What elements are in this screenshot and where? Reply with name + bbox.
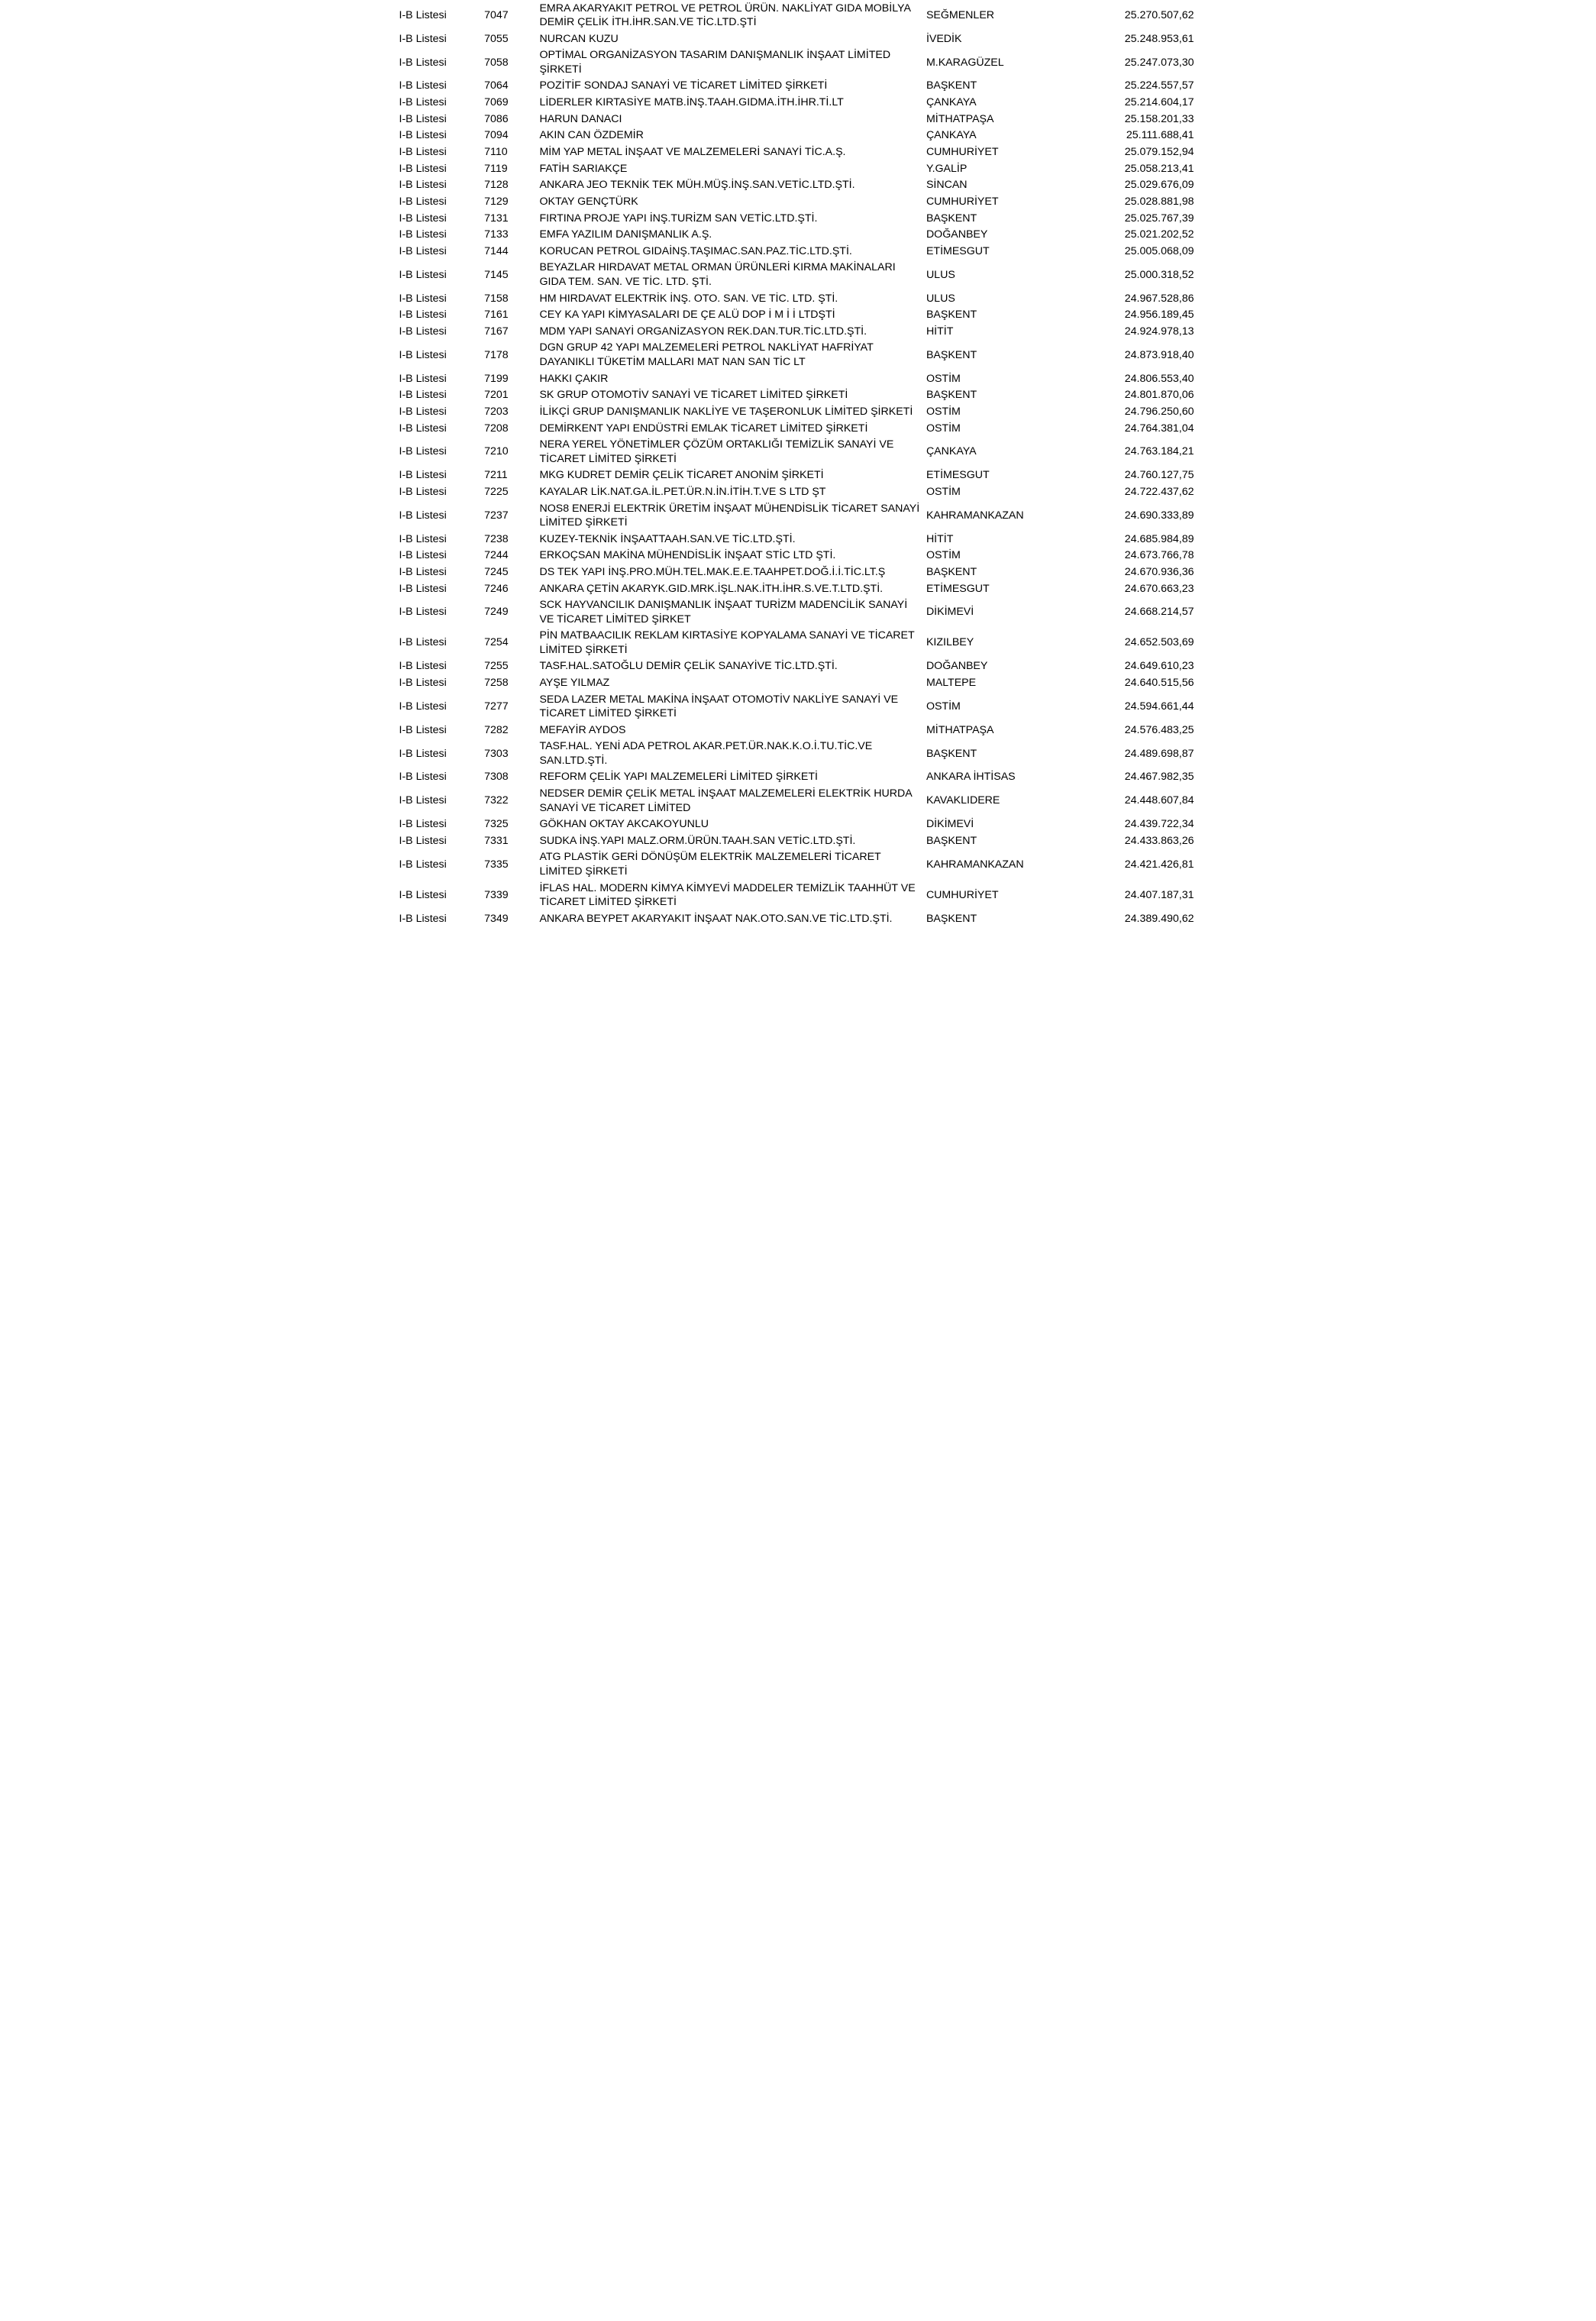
list-type-cell: I-B Listesi xyxy=(399,818,447,831)
table-row xyxy=(399,420,1197,437)
record-id-cell: 7110 xyxy=(484,145,508,158)
record-id-cell: 7158 xyxy=(484,292,509,305)
debt-amount-cell: 24.806.553,40 xyxy=(1124,372,1194,385)
table-row xyxy=(399,403,1197,420)
taxpayer-name-cell: EMFA YAZILIM DANIŞMANLIK A.Ş. xyxy=(539,228,712,241)
record-id-cell: 7129 xyxy=(484,195,509,208)
debt-amount-cell: 24.722.437,62 xyxy=(1124,485,1194,498)
table-row xyxy=(399,832,1197,849)
tax-office-cell: HİTİT xyxy=(926,325,954,338)
record-id-cell: 7119 xyxy=(484,162,508,175)
table-row xyxy=(399,628,1197,658)
tax-office-cell: DOĞANBEY xyxy=(926,660,988,673)
table-row xyxy=(399,177,1197,194)
table-row xyxy=(399,597,1197,628)
list-type-cell: I-B Listesi xyxy=(399,292,447,305)
debt-amount-cell: 25.025.767,39 xyxy=(1124,212,1194,225)
record-id-cell: 7246 xyxy=(484,582,509,595)
debt-amount-cell: 25.079.152,94 xyxy=(1124,145,1194,158)
debt-amount-cell: 24.389.490,62 xyxy=(1124,912,1194,925)
debt-amount-cell: 24.685.984,89 xyxy=(1124,532,1194,545)
record-id-cell: 7303 xyxy=(484,747,509,760)
debt-amount-cell: 24.489.698,87 xyxy=(1124,747,1194,760)
table-row xyxy=(399,323,1197,340)
taxpayer-name-cell: NOS8 ENERJİ ELEKTRİK ÜRETİM İNŞAAT MÜHENDİSLİK TİCARET SANAYİ LİMİTED ŞİRKETİ xyxy=(539,502,920,529)
record-id-cell: 7238 xyxy=(484,532,509,545)
taxpayer-name-cell: İLİKÇİ GRUP DANIŞMANLIK NAKLİYE VE TAŞERONLUK LİMİTED ŞİRKETİ xyxy=(539,405,913,418)
debt-amount-cell: 24.649.610,23 xyxy=(1124,660,1194,673)
record-id-cell: 7255 xyxy=(484,660,509,673)
table-row xyxy=(399,910,1197,927)
record-id-cell: 7237 xyxy=(484,509,509,522)
list-type-cell: I-B Listesi xyxy=(399,405,447,418)
table-row xyxy=(399,580,1197,597)
record-id-cell: 7249 xyxy=(484,606,509,619)
table-row xyxy=(399,78,1197,95)
debt-amount-cell: 24.668.214,57 xyxy=(1124,606,1194,619)
table-row xyxy=(399,160,1197,177)
record-id-cell: 7254 xyxy=(484,636,509,649)
table-row xyxy=(399,227,1197,244)
tax-office-cell: OSTİM xyxy=(926,422,961,435)
debt-amount-cell: 24.421.426,81 xyxy=(1124,858,1194,871)
record-id-cell: 7211 xyxy=(484,469,508,482)
tax-office-cell: BAŞKENT xyxy=(926,212,977,225)
taxpayer-name-cell: ANKARA ÇETİN AKARYK.GID.MRK.İŞL.NAK.İTH.İHR.S.VE.T.LTD.ŞTİ. xyxy=(539,582,884,595)
taxpayer-name-cell: MİM YAP METAL İNŞAAT VE MALZEMELERİ SANAYİ TİC.A.Ş. xyxy=(539,145,846,158)
tax-office-cell: ETİMESGUT xyxy=(926,582,990,595)
table-row xyxy=(399,31,1197,47)
record-id-cell: 7047 xyxy=(484,8,509,21)
tax-office-cell: DİKİMEVİ xyxy=(926,818,974,831)
record-id-cell: 7210 xyxy=(484,445,509,458)
taxpayer-name-cell: OPTİMAL ORGANİZASYON TASARIM DANIŞMANLIK İNŞAAT LİMİTED ŞİRKETİ xyxy=(539,49,891,76)
record-id-cell: 7064 xyxy=(484,79,509,92)
list-type-cell: I-B Listesi xyxy=(399,129,447,142)
taxpayer-name-cell: TASF.HAL. YENİ ADA PETROL AKAR.PET.ÜR.NAK.K.O.İ.TU.TİC.VE SAN.LTD.ŞTİ. xyxy=(539,740,873,767)
debt-amount-cell: 24.796.250,60 xyxy=(1124,405,1194,418)
record-id-cell: 7055 xyxy=(484,32,509,45)
taxpayer-name-cell: DEMİRKENT YAPI ENDÜSTRİ EMLAK TİCARET LİMİTED ŞİRKETİ xyxy=(539,422,868,435)
record-id-cell: 7244 xyxy=(484,549,509,562)
debt-amount-cell: 24.760.127,75 xyxy=(1124,469,1194,482)
tax-office-cell: BAŞKENT xyxy=(926,912,977,925)
list-type-cell: I-B Listesi xyxy=(399,660,447,673)
tax-office-cell: DİKİMEVİ xyxy=(926,606,974,619)
tax-office-cell: SEĞMENLER xyxy=(926,8,995,21)
tax-office-cell: OSTİM xyxy=(926,485,961,498)
taxpayer-name-cell: NURCAN KUZU xyxy=(539,32,619,45)
taxpayer-name-cell: POZİTİF SONDAJ SANAYİ VE TİCARET LİMİTED ŞİRKETİ xyxy=(539,79,828,92)
list-type-cell: I-B Listesi xyxy=(399,834,447,847)
record-id-cell: 7282 xyxy=(484,723,509,736)
debt-amount-cell: 24.801.870,06 xyxy=(1124,389,1194,402)
tax-office-cell: KAHRAMANKAZAN xyxy=(926,858,1024,871)
list-type-cell: I-B Listesi xyxy=(399,32,447,45)
tax-office-cell: Y.GALİP xyxy=(926,162,968,175)
taxpayer-name-cell: HM HIRDAVAT ELEKTRİK İNŞ. OTO. SAN. VE TİC. LTD. ŞTİ. xyxy=(539,292,838,305)
record-id-cell: 7308 xyxy=(484,771,509,784)
debt-amount-cell: 24.956.189,45 xyxy=(1124,309,1194,322)
tax-office-cell: ETİMESGUT xyxy=(926,244,990,257)
table-row xyxy=(399,0,1197,31)
list-type-cell: I-B Listesi xyxy=(399,858,447,871)
table-row xyxy=(399,243,1197,260)
debt-amount-cell: 25.111.688,41 xyxy=(1126,129,1194,142)
tax-office-cell: KAVAKLIDERE xyxy=(926,794,1000,807)
list-type-cell: I-B Listesi xyxy=(399,179,447,192)
debt-amount-cell: 25.247.073,30 xyxy=(1124,56,1194,69)
table-row xyxy=(399,769,1197,786)
tax-office-cell: ETİMESGUT xyxy=(926,469,990,482)
taxpayer-name-cell: GÖKHAN OKTAY AKCAKOYUNLU xyxy=(539,818,709,831)
debt-amount-cell: 24.924.978,13 xyxy=(1124,325,1194,338)
tax-office-cell: MİTHATPAŞA xyxy=(926,112,994,125)
debt-amount-cell: 25.214.604,17 xyxy=(1124,96,1194,109)
table-row xyxy=(399,722,1197,739)
record-id-cell: 7094 xyxy=(484,129,509,142)
table-row xyxy=(399,691,1197,722)
record-id-cell: 7144 xyxy=(484,244,509,257)
taxpayer-name-cell: ANKARA BEYPET AKARYAKIT İNŞAAT NAK.OTO.SAN.VE TİC.LTD.ŞTİ. xyxy=(539,912,893,925)
tax-office-cell: İVEDİK xyxy=(926,32,962,45)
debt-amount-cell: 24.467.982,35 xyxy=(1124,771,1194,784)
debt-amount-cell: 25.270.507,62 xyxy=(1124,8,1194,21)
tax-office-cell: BAŞKENT xyxy=(926,389,977,402)
table-row xyxy=(399,548,1197,564)
table-row xyxy=(399,739,1197,769)
list-type-cell: I-B Listesi xyxy=(399,112,447,125)
table-row xyxy=(399,816,1197,833)
list-type-cell: I-B Listesi xyxy=(399,723,447,736)
list-type-cell: I-B Listesi xyxy=(399,212,447,225)
list-type-cell: I-B Listesi xyxy=(399,485,447,498)
table-row xyxy=(399,500,1197,531)
list-type-cell: I-B Listesi xyxy=(399,96,447,109)
list-type-cell: I-B Listesi xyxy=(399,389,447,402)
record-id-cell: 7058 xyxy=(484,56,509,69)
table-row xyxy=(399,387,1197,404)
debt-amount-cell: 24.670.663,23 xyxy=(1124,582,1194,595)
table-row xyxy=(399,658,1197,675)
list-type-cell: I-B Listesi xyxy=(399,747,447,760)
debt-amount-cell: 24.673.766,78 xyxy=(1124,549,1194,562)
taxpayer-name-cell: EMRA AKARYAKIT PETROL VE PETROL ÜRÜN. NAKLİYAT GIDA MOBİLYA DEMİR ÇELİK İTH.İHR.SAN.VE TİC.LTD.ŞTİ xyxy=(539,2,911,29)
taxpayer-name-cell: DGN GRUP 42 YAPI MALZEMELERİ PETROL NAKLİYAT HAFRİYAT DAYANIKLI TÜKETİM MALLARI MAT NAN SAN TİC LT xyxy=(539,341,874,368)
taxpayer-name-cell: KAYALAR LİK.NAT.GA.İL.PET.ÜR.N.İN.İTİH.T.VE S LTD ŞT xyxy=(539,485,826,498)
debt-amount-cell: 24.670.936,36 xyxy=(1124,565,1194,578)
debt-amount-cell: 24.594.661,44 xyxy=(1124,700,1194,713)
debt-amount-cell: 25.248.953,61 xyxy=(1124,32,1194,45)
tax-office-cell: ULUS xyxy=(926,292,955,305)
table-row xyxy=(399,370,1197,387)
list-type-cell: I-B Listesi xyxy=(399,565,447,578)
record-id-cell: 7335 xyxy=(484,858,509,871)
record-id-cell: 7258 xyxy=(484,677,509,689)
tax-office-cell: ULUS xyxy=(926,268,955,281)
record-id-cell: 7167 xyxy=(484,325,509,338)
tax-office-cell: SİNCAN xyxy=(926,179,968,192)
list-type-cell: I-B Listesi xyxy=(399,162,447,175)
taxpayer-name-cell: SUDKA İNŞ.YAPI MALZ.ORM.ÜRÜN.TAAH.SAN VETİC.LTD.ŞTİ. xyxy=(539,834,856,847)
tax-office-cell: KIZILBEY xyxy=(926,636,974,649)
list-type-cell: I-B Listesi xyxy=(399,509,447,522)
list-type-cell: I-B Listesi xyxy=(399,195,447,208)
record-id-cell: 7245 xyxy=(484,565,509,578)
table-row xyxy=(399,340,1197,370)
table-row xyxy=(399,290,1197,307)
table-row xyxy=(399,47,1197,78)
tax-office-cell: OSTİM xyxy=(926,405,961,418)
record-id-cell: 7128 xyxy=(484,179,509,192)
tax-office-cell: M.KARAGÜZEL xyxy=(926,56,1004,69)
taxpayer-name-cell: FATİH SARIAKÇE xyxy=(539,162,628,175)
taxpayer-name-cell: AYŞE YILMAZ xyxy=(539,677,610,689)
record-id-cell: 7349 xyxy=(484,912,509,925)
taxpayer-name-cell: HARUN DANACI xyxy=(539,112,622,125)
record-id-cell: 7131 xyxy=(484,212,509,225)
table-body xyxy=(399,0,1197,927)
table-row xyxy=(399,260,1197,290)
tax-office-cell: OSTİM xyxy=(926,372,961,385)
table-row xyxy=(399,786,1197,816)
list-type-cell: I-B Listesi xyxy=(399,549,447,562)
list-type-cell: I-B Listesi xyxy=(399,469,447,482)
list-type-cell: I-B Listesi xyxy=(399,636,447,649)
tax-office-cell: MALTEPE xyxy=(926,677,977,689)
taxpayer-name-cell: MDM YAPI SANAYİ ORGANİZASYON REK.DAN.TUR.TİC.LTD.ŞTİ. xyxy=(539,325,867,338)
list-type-cell: I-B Listesi xyxy=(399,912,447,925)
tax-office-cell: HİTİT xyxy=(926,532,954,545)
record-id-cell: 7145 xyxy=(484,268,509,281)
list-type-cell: I-B Listesi xyxy=(399,8,447,21)
record-id-cell: 7203 xyxy=(484,405,509,418)
table-row xyxy=(399,483,1197,500)
list-type-cell: I-B Listesi xyxy=(399,325,447,338)
taxpayer-name-cell: MKG KUDRET DEMİR ÇELİK TİCARET ANONİM ŞİRKETİ xyxy=(539,469,824,482)
tax-office-cell: ÇANKAYA xyxy=(926,96,977,109)
list-type-cell: I-B Listesi xyxy=(399,532,447,545)
record-id-cell: 7201 xyxy=(484,389,509,402)
tax-office-cell: KAHRAMANKAZAN xyxy=(926,509,1024,522)
tax-office-cell: CUMHURİYET xyxy=(926,145,999,158)
record-id-cell: 7069 xyxy=(484,96,509,109)
debt-amount-cell: 24.439.722,34 xyxy=(1124,818,1194,831)
record-id-cell: 7225 xyxy=(484,485,509,498)
list-type-cell: I-B Listesi xyxy=(399,268,447,281)
table-row xyxy=(399,111,1197,128)
table-row xyxy=(399,144,1197,160)
taxpayer-name-cell: ATG PLASTİK GERİ DÖNÜŞÜM ELEKTRİK MALZEMELERİ TİCARET LİMİTED ŞİRKETİ xyxy=(539,851,881,878)
taxpayer-name-cell: LİDERLER KIRTASİYE MATB.İNŞ.TAAH.GIDMA.İTH.İHR.Tİ.LT xyxy=(539,96,844,109)
list-type-cell: I-B Listesi xyxy=(399,372,447,385)
debt-amount-cell: 25.000.318,52 xyxy=(1124,268,1194,281)
tax-office-cell: BAŞKENT xyxy=(926,565,977,578)
list-type-cell: I-B Listesi xyxy=(399,244,447,257)
taxpayer-name-cell: ANKARA JEO TEKNİK TEK MÜH.MÜŞ.İNŞ.SAN.VETİC.LTD.ŞTİ. xyxy=(539,179,855,192)
record-id-cell: 7199 xyxy=(484,372,509,385)
table-row xyxy=(399,128,1197,144)
tax-office-cell: ÇANKAYA xyxy=(926,445,977,458)
tax-debtors-table xyxy=(399,0,1197,927)
document-page xyxy=(399,0,1197,1161)
debt-amount-cell: 24.652.503,69 xyxy=(1124,636,1194,649)
record-id-cell: 7325 xyxy=(484,818,509,831)
debt-amount-cell: 25.005.068,09 xyxy=(1124,244,1194,257)
list-type-cell: I-B Listesi xyxy=(399,145,447,158)
tax-office-cell: ÇANKAYA xyxy=(926,129,977,142)
tax-office-cell: BAŞKENT xyxy=(926,834,977,847)
debt-amount-cell: 25.224.557,57 xyxy=(1124,79,1194,92)
tax-office-cell: CUMHURİYET xyxy=(926,888,999,901)
record-id-cell: 7178 xyxy=(484,348,509,361)
taxpayer-name-cell: SCK HAYVANCILIK DANIŞMANLIK İNŞAAT TURİZM MADENCİLİK SANAYİ VE TİCARET LİMİTED ŞİRKET xyxy=(539,599,908,626)
record-id-cell: 7086 xyxy=(484,112,509,125)
table-row xyxy=(399,880,1197,910)
debt-amount-cell: 25.021.202,52 xyxy=(1124,228,1194,241)
tax-office-cell: DOĞANBEY xyxy=(926,228,988,241)
debt-amount-cell: 24.448.607,84 xyxy=(1124,794,1194,807)
taxpayer-name-cell: KORUCAN PETROL GIDAİNŞ.TAŞIMAC.SAN.PAZ.TİC.LTD.ŞTİ. xyxy=(539,244,852,257)
table-row xyxy=(399,307,1197,324)
taxpayer-name-cell: REFORM ÇELİK YAPI MALZEMELERİ LİMİTED ŞİRKETİ xyxy=(539,771,818,784)
list-type-cell: I-B Listesi xyxy=(399,309,447,322)
list-type-cell: I-B Listesi xyxy=(399,794,447,807)
debt-amount-cell: 24.576.483,25 xyxy=(1124,723,1194,736)
debt-amount-cell: 25.029.676,09 xyxy=(1124,179,1194,192)
debt-amount-cell: 24.433.863,26 xyxy=(1124,834,1194,847)
taxpayer-name-cell: FIRTINA PROJE YAPI İNŞ.TURİZM SAN VETİC.LTD.ŞTİ. xyxy=(539,212,818,225)
taxpayer-name-cell: SK GRUP OTOMOTİV SANAYİ VE TİCARET LİMİTED ŞİRKETİ xyxy=(539,389,848,402)
table-row xyxy=(399,674,1197,691)
list-type-cell: I-B Listesi xyxy=(399,582,447,595)
tax-office-cell: OSTİM xyxy=(926,549,961,562)
table-row xyxy=(399,94,1197,111)
taxpayer-name-cell: AKIN CAN ÖZDEMİR xyxy=(539,129,644,142)
tax-office-cell: BAŞKENT xyxy=(926,348,977,361)
debt-amount-cell: 25.028.881,98 xyxy=(1124,195,1194,208)
table-row xyxy=(399,467,1197,484)
list-type-cell: I-B Listesi xyxy=(399,56,447,69)
tax-office-cell: CUMHURİYET xyxy=(926,195,999,208)
record-id-cell: 7208 xyxy=(484,422,509,435)
debt-amount-cell: 25.058.213,41 xyxy=(1124,162,1194,175)
list-type-cell: I-B Listesi xyxy=(399,606,447,619)
table-row xyxy=(399,531,1197,548)
list-type-cell: I-B Listesi xyxy=(399,677,447,689)
table-row xyxy=(399,193,1197,210)
table-row xyxy=(399,564,1197,580)
tax-office-cell: BAŞKENT xyxy=(926,79,977,92)
tax-office-cell: BAŞKENT xyxy=(926,309,977,322)
record-id-cell: 7339 xyxy=(484,888,509,901)
debt-amount-cell: 24.873.918,40 xyxy=(1124,348,1194,361)
taxpayer-name-cell: TASF.HAL.SATOĞLU DEMİR ÇELİK SANAYİVE TİC.LTD.ŞTİ. xyxy=(539,660,838,673)
table-row xyxy=(399,210,1197,227)
tax-office-cell: ANKARA İHTİSAS xyxy=(926,771,1016,784)
taxpayer-name-cell: NEDSER DEMİR ÇELİK METAL İNŞAAT MALZEMELERİ ELEKTRİK HURDA SANAYİ VE TİCARET LİMİTED xyxy=(539,787,912,814)
tax-office-cell: BAŞKENT xyxy=(926,747,977,760)
taxpayer-name-cell: DS TEK YAPI İNŞ.PRO.MÜH.TEL.MAK.E.E.TAAHPET.DOĞ.İ.İ.TİC.LT.Ş xyxy=(539,565,886,578)
taxpayer-name-cell: SEDA LAZER METAL MAKİNA İNŞAAT OTOMOTİV NAKLİYE SANAYİ VE TİCARET LİMİTED ŞİRKETİ xyxy=(539,693,899,720)
debt-amount-cell: 24.967.528,86 xyxy=(1124,292,1194,305)
record-id-cell: 7277 xyxy=(484,700,509,713)
tax-office-cell: MİTHATPAŞA xyxy=(926,723,994,736)
list-type-cell: I-B Listesi xyxy=(399,79,447,92)
taxpayer-name-cell: ERKOÇSAN MAKİNA MÜHENDİSLİK İNŞAAT STİC LTD ŞTİ. xyxy=(539,549,836,562)
debt-amount-cell: 24.407.187,31 xyxy=(1124,888,1194,901)
list-type-cell: I-B Listesi xyxy=(399,228,447,241)
tax-office-cell: OSTİM xyxy=(926,700,961,713)
debt-amount-cell: 24.763.184,21 xyxy=(1124,445,1194,458)
taxpayer-name-cell: OKTAY GENÇTÜRK xyxy=(539,195,638,208)
list-type-cell: I-B Listesi xyxy=(399,771,447,784)
taxpayer-name-cell: NERA YEREL YÖNETİMLER ÇÖZÜM ORTAKLIĞI TEMİZLİK SANAYİ VE TİCARET LİMİTED ŞİRKETİ xyxy=(539,438,894,465)
debt-amount-cell: 24.690.333,89 xyxy=(1124,509,1194,522)
record-id-cell: 7133 xyxy=(484,228,509,241)
taxpayer-name-cell: CEY KA YAPI KİMYASALARI DE ÇE ALÜ DOP İ M İ İ LTDŞTİ xyxy=(539,309,835,322)
record-id-cell: 7161 xyxy=(484,309,509,322)
record-id-cell: 7331 xyxy=(484,834,509,847)
list-type-cell: I-B Listesi xyxy=(399,700,447,713)
record-id-cell: 7322 xyxy=(484,794,509,807)
list-type-cell: I-B Listesi xyxy=(399,888,447,901)
list-type-cell: I-B Listesi xyxy=(399,348,447,361)
table-row xyxy=(399,849,1197,880)
taxpayer-name-cell: İFLAS HAL. MODERN KİMYA KİMYEVİ MADDELER TEMİZLİK TAAHHÜT VE TİCARET LİMİTED ŞİRKETİ xyxy=(539,881,916,909)
list-type-cell: I-B Listesi xyxy=(399,422,447,435)
taxpayer-name-cell: PİN MATBAACILIK REKLAM KIRTASİYE KOPYALAMA SANAYİ VE TİCARET LİMİTED ŞİRKETİ xyxy=(539,629,915,656)
taxpayer-name-cell: BEYAZLAR HIRDAVAT METAL ORMAN ÜRÜNLERİ KIRMA MAKİNALARI GIDA TEM. SAN. VE TİC. LTD. ŞTİ. xyxy=(539,261,896,288)
debt-amount-cell: 24.640.515,56 xyxy=(1124,677,1194,689)
taxpayer-name-cell: MEFAYİR AYDOS xyxy=(539,723,626,736)
debt-amount-cell: 25.158.201,33 xyxy=(1124,112,1194,125)
taxpayer-name-cell: KUZEY-TEKNİK İNŞAATTAAH.SAN.VE TİC.LTD.ŞTİ. xyxy=(539,532,796,545)
list-type-cell: I-B Listesi xyxy=(399,445,447,458)
table-row xyxy=(399,437,1197,467)
debt-amount-cell: 24.764.381,04 xyxy=(1124,422,1194,435)
taxpayer-name-cell: HAKKI ÇAKIR xyxy=(539,372,609,385)
